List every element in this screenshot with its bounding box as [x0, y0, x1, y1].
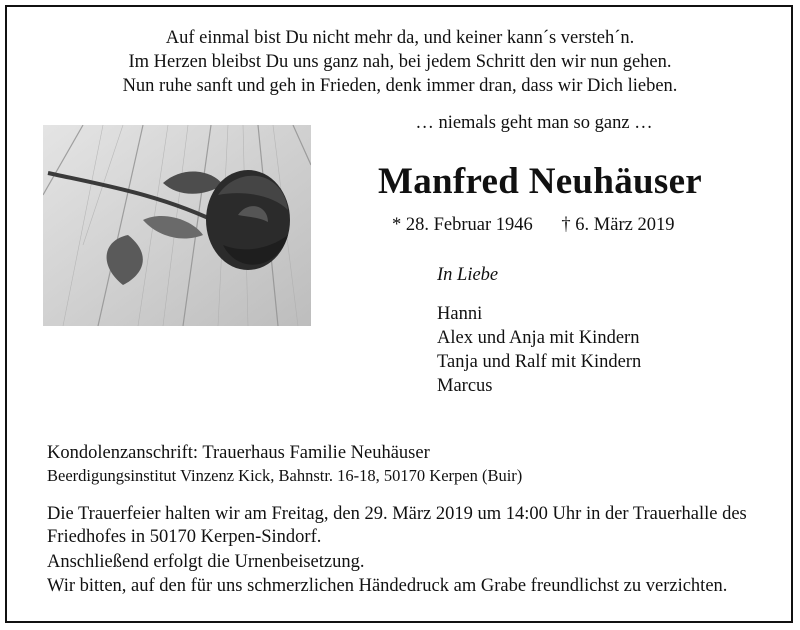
- poem: [0, 26, 800, 98]
- mourners-list: [437, 302, 641, 398]
- condolence-address: Kondolenzanschrift: Trauerhaus Familie Neuhäuser: [47, 443, 430, 463]
- mourner-name: Tanja und Ralf mit Kindern: [437, 352, 642, 372]
- poem-line: Im Herzen bleibst Du uns ganz nah, bei jedem Schritt den wir nun gehen.: [128, 52, 672, 72]
- condolence-request: Wir bitten, auf den für uns schmerzlichen Händedruck am Grabe freundlichst zu verzichten.: [47, 576, 728, 596]
- urn-notice: Anschließend erfolgt die Urnenbeisetzung.: [47, 552, 365, 572]
- rose-photo: [43, 125, 311, 326]
- life-dates: [392, 215, 674, 236]
- tagline: … niemals geht man so ganz …: [415, 113, 653, 133]
- mourners-intro: In Liebe: [437, 265, 499, 285]
- ceremony-notice: Die Trauerfeier halten wir am Freitag, den 29. März 2019 um 14:00 Uhr in der Trauerhalle des Friedhofes in 50170 Kerpen-Sindorf.: [47, 504, 747, 547]
- deceased-name: Manfred Neuhäuser: [377, 161, 703, 202]
- death-date: † 6. März 2019: [561, 215, 675, 235]
- birth-date: * 28. Februar 1946: [392, 215, 533, 235]
- mourner-name: Alex und Anja mit Kindern: [437, 328, 640, 348]
- mourner-name: Hanni: [437, 304, 483, 324]
- poem-line: Auf einmal bist Du nicht mehr da, und keiner kann´s versteh´n.: [165, 28, 635, 48]
- poem-line: Nun ruhe sanft und geh in Frieden, denk immer dran, dass wir Dich lieben.: [122, 76, 678, 96]
- mourner-name: Marcus: [437, 376, 493, 396]
- funeral-home: Beerdigungsinstitut Vinzenz Kick, Bahnstr. 16-18, 50170 Kerpen (Buir): [47, 466, 523, 485]
